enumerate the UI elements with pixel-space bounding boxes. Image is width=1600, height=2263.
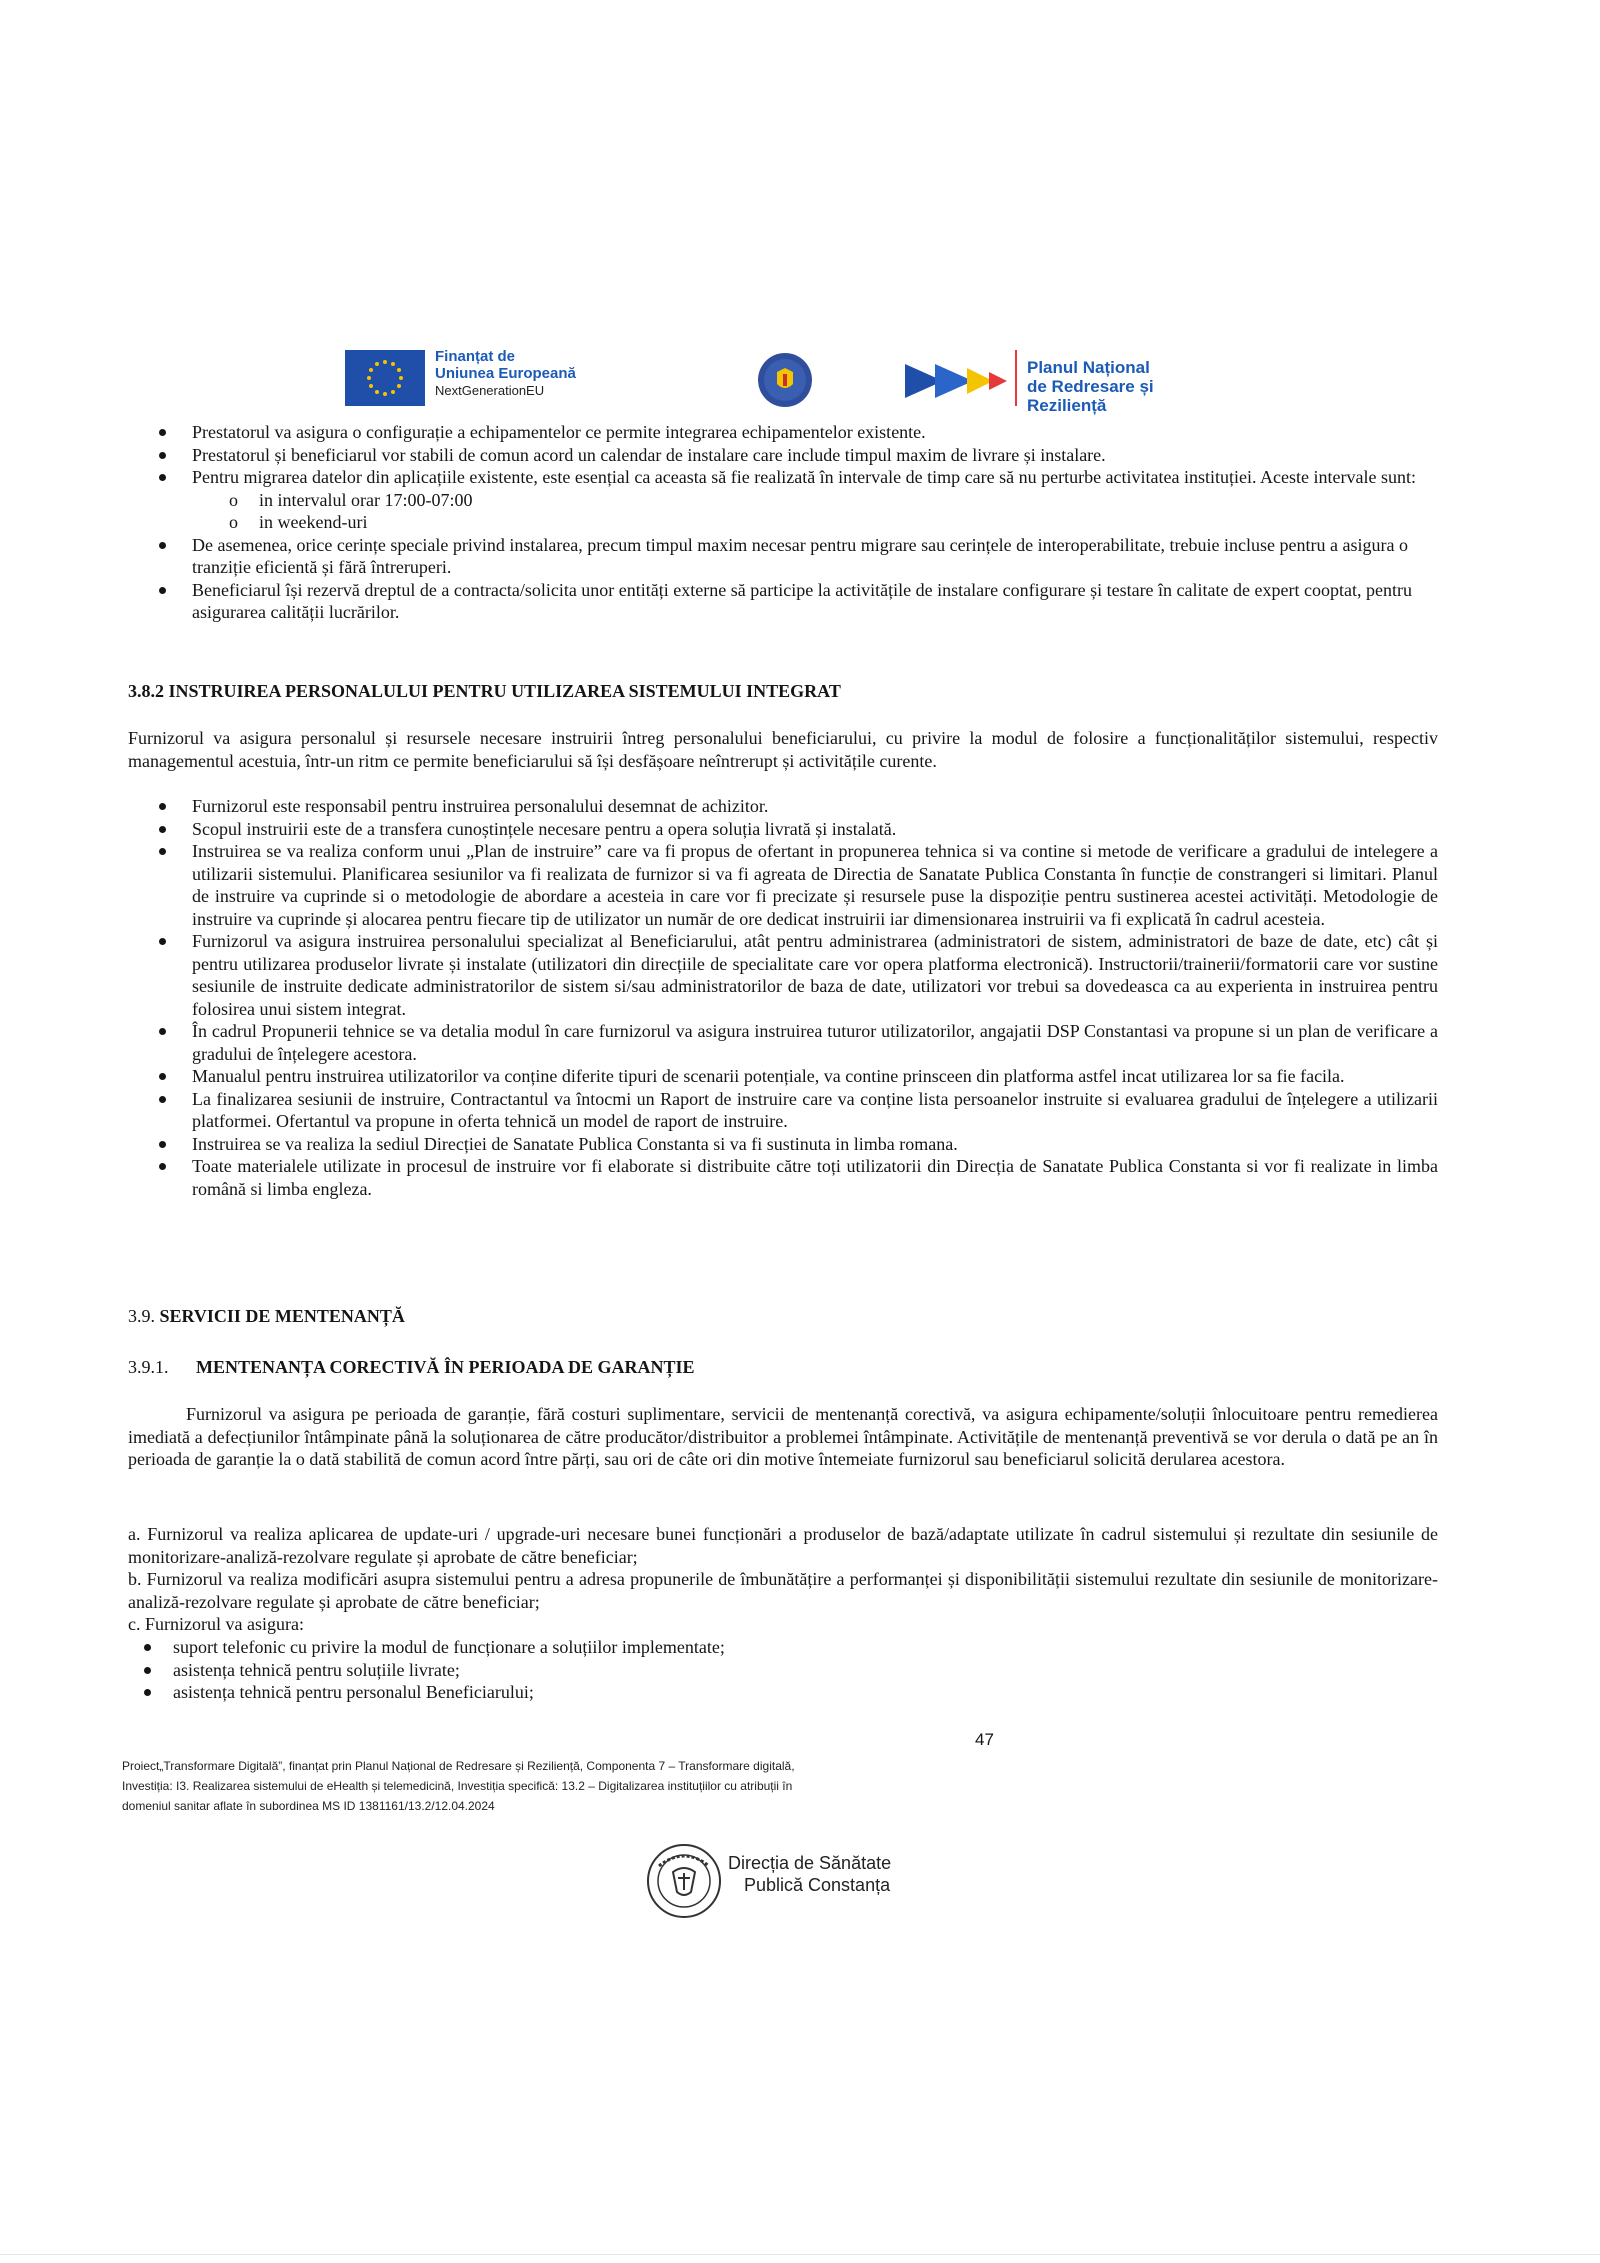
sublist-item-text: in weekend-uri: [259, 512, 368, 532]
list-item-text: Prestatorul și beneficiarul vor stabili de comun acord un calendar de instalare care include timpul maxim de livrare și instalare.: [192, 444, 1106, 465]
list-item: [128, 795, 1438, 818]
list-item-text: În cadrul Propunerii tehnice se va detalia modul în care furnizorul va asigura instruirea tuturor utilizatorilor, angajatii DSP Constantasi va propune si un plan de verificare a gradului de înțelegere acestora.: [192, 1021, 1438, 1064]
bullet-icon: [159, 938, 166, 945]
bullet-icon: [159, 1141, 166, 1148]
circle-bullet-icon: o: [229, 512, 238, 532]
sublist-item-text: in intervalul orar 17:00-07:00: [259, 489, 473, 510]
pnrr-line-1: Planul Național: [1027, 358, 1150, 377]
list-item: [128, 579, 1438, 624]
page-number: 47: [975, 1730, 994, 1749]
dsp-line-1: Direcția de Sănătate: [728, 1853, 892, 1873]
installation-bullet-list: [128, 421, 1438, 624]
section-heading-3-9: [128, 1305, 1438, 1328]
list-item: [128, 421, 1438, 444]
list-item-text: Furnizorul va asigura instruirea personalului specializat al Beneficiarului, atât pentru administrarea (administratori de sistem, administratori de baze de date, etc) cât și pentru utilizarea produselor livrate și instalate (utilizatori din direcțiile de specialitate care vor opera platforma electronică). Instructorii/trainerii/formatorii care vor sustine sesiunile de instruite dedicate administratorilor de sistem si/sau administratorilor de baza de date, utilizatori vor trebui sa dovedeasca ca au experienta in instruirea pentru folosirea unui sistem integrat.: [192, 931, 1438, 1019]
pnrr-line-2: de Redresare și Reziliență: [1027, 377, 1154, 415]
sublist-item: [192, 511, 1438, 534]
footer-line-1: Proiect„Transformare Digitală”, finanțat prin Planul Național de Redresare și Reziliență, Componenta 7 – Transformare digitală,: [122, 1759, 795, 1773]
pnrr-label: [1027, 358, 1225, 415]
clause-a: a. Furnizorul va realiza aplicarea de update-uri / upgrade-uri necesare bunei funcționări a produselor de bază/adaptate utilizate în cadrul sistemului și rezultate din sesiunile de monitorizare-analiză-rezolvare regulate și aprobate de către beneficiar;: [128, 1524, 1438, 1567]
pnrr-arrows-icon: [905, 358, 1013, 404]
subsection-title: MENTENANȚA CORECTIVĂ ÎN PERIOADA DE GARANȚIE: [196, 1357, 695, 1377]
list-item-text: suport telefonic cu privire la modul de funcționare a soluțiilor implementate;: [173, 1637, 725, 1657]
list-item-text: Instruirea se va realiza la sediul Direcției de Sanatate Publica Constanta si va fi sustinuta in limba romana.: [192, 1133, 958, 1154]
subsection-heading-3-9-1: [128, 1356, 1438, 1379]
footer-line-3: domeniul sanitar aflate în subordinea MS ID 1381161/13.2/12.04.2024: [122, 1799, 495, 1813]
bullet-icon: [159, 848, 166, 855]
list-item-text: Instruirea se va realiza conform unui „Plan de instruire” care va fi propus de ofertant in propunerea tehnica si va contine si metode de verificare a gradului de intelegere a utilizarii sistemului. Planificarea sesiunilor va fi realizata de furnizor si va fi agreata de Directia de Sanatate Publica Constanta în funcție de constrangeri si limitari. Planul de instruire va cuprinde si o metodologie de abordare a acesteia in care vor fi precizate și resursele puse la dispoziție pentru sustinerea acestei activități. Metodologie de instruire va cuprinde și alocarea pentru fiecare tip de utilizator un număr de ore dedicat instruirii iar dimensionarea instruirii va fi explicată în cadrul acesteia.: [192, 841, 1438, 929]
romania-government-emblem-icon: [757, 352, 813, 408]
corrective-maintenance-paragraph: Furnizorul va asigura pe perioada de garanție, fără costuri suplimentare, servicii de mentenanță corectivă, va asigura echipamente/soluții înlocuitoare pentru remedierea imediată a defecțiunilor întâmpinate până la soluționarea de către producător/distribuitor a problemei întâmpinate. Activitățile de mentenanță preventivă se vor derula o dată pe an în perioada de garanție la o dată stabilită de comun acord între părți, sau ori de câte ori din motive întemeiate furnizorul sau beneficiarul solicită derularea acestora.: [128, 1404, 1438, 1469]
list-item: [128, 1133, 1438, 1156]
bullet-icon: [159, 474, 166, 481]
list-item: [128, 930, 1438, 1020]
list-item-text: Furnizorul este responsabil pentru instruirea personalului desemnat de achizitor.: [192, 796, 769, 816]
dsp-seal-icon: [645, 1842, 723, 1920]
clause-c: c. Furnizorul va asigura:: [128, 1614, 304, 1634]
list-item: [128, 534, 1438, 579]
project-footer: [122, 1756, 992, 1816]
bullet-icon: [159, 429, 166, 436]
list-item-text: Beneficiarul își rezervă dreptul de a contracta/solicita unor entități externe să participe la activitățile de instalare configurare și testare în calitate de expert cooptat, pentru asigurarea calității lucrărilor.: [192, 579, 1412, 622]
eu-funding-label: [435, 348, 576, 399]
section-number: 3.9.: [128, 1306, 155, 1326]
interval-sublist: [192, 489, 1438, 534]
circle-bullet-icon: o: [229, 489, 238, 510]
list-item: [128, 444, 1438, 467]
bullet-icon: [159, 1163, 166, 1170]
dsp-line-2: Publică Constanța: [744, 1875, 891, 1895]
list-item-text: Scopul instruirii este de a transfera cunoștințele necesare pentru a opera soluția livrată și instalată.: [192, 818, 897, 839]
list-item-text: Prestatorul va asigura o configurație a echipamentelor ce permite integrarea echipamentelor existente.: [192, 422, 926, 442]
support-bullet-list: [128, 1636, 1438, 1704]
bullet-icon: [159, 1096, 166, 1103]
clause-b: b. Furnizorul va realiza modificări asupra sistemului pentru a adresa propunerile de îmbunătățire a performanței și disponibilității sistemului rezultate din sesiunile de monitorizare-analiză-rezolvare regulate și aprobate de către beneficiar;: [128, 1569, 1438, 1612]
section-title: SERVICII DE MENTENANȚĂ: [159, 1306, 405, 1326]
bullet-icon: [159, 542, 166, 549]
list-item-text: Pentru migrarea datelor din aplicațiile existente, este esențial ca aceasta să fie realizată în intervale de timp care să nu perturbe activitatea instituției. Aceste intervale sunt:: [192, 467, 1416, 487]
bullet-icon: [159, 1073, 166, 1080]
bullet-icon: [159, 1028, 166, 1035]
pnrr-divider: [1015, 350, 1017, 406]
list-item: [128, 1155, 1438, 1200]
list-item-text: De asemenea, orice cerințe speciale privind instalarea, precum timpul maxim necesar pentru migrare sau cerințele de interoperabilitate, trebuie incluse pentru a asigura o tranziție eficientă și fără întreruperi.: [192, 534, 1408, 577]
list-item-text: asistența tehnică pentru soluțiile livrate;: [173, 1659, 460, 1680]
bullet-icon: [159, 587, 166, 594]
list-item: [128, 1636, 1438, 1659]
list-item: [128, 840, 1438, 930]
list-item: [128, 1088, 1438, 1133]
bullet-icon: [144, 1644, 151, 1651]
dsp-label: [728, 1852, 891, 1896]
list-item-text: asistența tehnică pentru personalul Beneficiarului;: [173, 1682, 534, 1702]
list-item: [128, 1065, 1438, 1088]
list-item: [128, 1681, 1438, 1704]
subsection-number: 3.9.1.: [128, 1357, 169, 1377]
training-bullet-list: [128, 795, 1438, 1200]
eu-line-1: Finanțat de: [435, 348, 516, 365]
section-heading-3-8-2: 3.8.2 INSTRUIREA PERSONALULUI PENTRU UTILIZAREA SISTEMULUI INTEGRAT: [128, 681, 841, 701]
bullet-icon: [144, 1689, 151, 1696]
list-item-text: Toate materialele utilizate in procesul de instruire vor fi elaborate si distribuite către toți utilizatorii din Direcția de Sanatate Publica Constanta si vor fi realizate in limba română si limba engleza.: [192, 1156, 1438, 1199]
sublist-item: [192, 489, 1438, 512]
list-item: [128, 1659, 1438, 1682]
bullet-icon: [159, 803, 166, 810]
bullet-icon: [159, 826, 166, 833]
bullet-icon: [144, 1667, 151, 1674]
footer-line-2: Investiția: I3. Realizarea sistemului de eHealth și telemedicină, Investiția specifică: 13.2 – Digitalizarea instituțiilor cu atribuții în: [122, 1779, 793, 1793]
eu-line-3: NextGenerationEU: [435, 383, 545, 398]
list-item: [128, 818, 1438, 841]
list-item-text: Manualul pentru instruirea utilizatorilor va conține diferite tipuri de scenarii potențiale, va contine prinsceen din platforma astfel incat utilizarea lor sa fie facila.: [192, 1066, 1345, 1086]
list-item-text: La finalizarea sesiunii de instruire, Contractantul va întocmi un Raport de instruire care va conține lista persoanelor instruite si evaluarea gradului de înțelegere a utilizarii platformei. Ofertantul va propune in oferta tehnică un model de raport de instruire.: [192, 1088, 1438, 1131]
bullet-icon: [159, 452, 166, 459]
header-logos: [345, 348, 1225, 415]
section-3-8-2-intro: Furnizorul va asigura personalul și resursele necesare instruirii întreg personalului beneficiarului, cu privire la modul de folosire a funcționalităților sistemului, respectiv managementul acestuia, într-un ritm ce permite beneficiarului să își desfășoare neîntrerupt și activitățile curente.: [128, 728, 1438, 771]
scan-edge-line: [0, 2254, 1600, 2255]
eu-line-2: Uniunea Europeană: [435, 365, 576, 382]
eu-flag-icon: [345, 350, 425, 406]
list-item: [128, 466, 1438, 534]
list-item: [128, 1020, 1438, 1065]
